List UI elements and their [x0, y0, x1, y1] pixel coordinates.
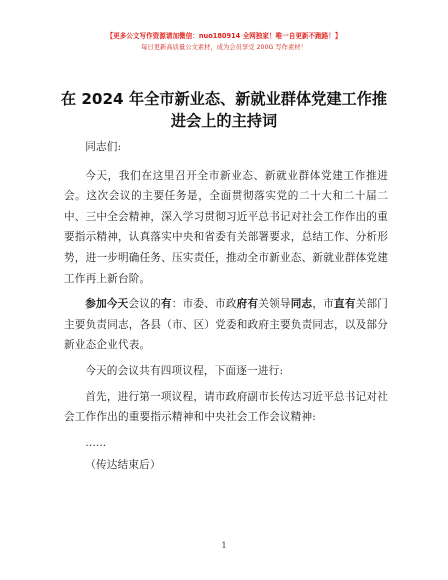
salutation: 同志们: [85, 141, 122, 153]
bold-fragment: 参加 [85, 298, 107, 311]
bold-fragment: 有 [160, 298, 172, 311]
promo-banner-line1: 【更多公文写作资源请加微信：nuo180914 全网独家！唯一自更新不跑路！】 [106, 32, 342, 40]
bold-fragment: 直有 [334, 298, 356, 311]
paragraph-first-item: 首先，进行第一项议程，请市政府副市长传达习近平总书记对社会工作作出的重要指示精神和中央社会工作会议精神: [64, 390, 388, 424]
text-fragment: ：市委、市政 [171, 298, 237, 311]
ellipsis: …… [85, 436, 107, 449]
page-number: 1 [221, 541, 227, 550]
bold-fragment: 同志 [290, 298, 313, 311]
paragraph-agenda: 今天的会议共有四项议程，下面逐一进行: [85, 364, 284, 377]
text-fragment: 会议的 [128, 298, 161, 311]
bold-fragment: 府有 [236, 298, 259, 311]
paragraph-intro: 今天，我们在这里召开全市新业态、新就业群体党建工作推进会。这次会议的主要任务是，全面贯彻落实党的二十大和二十届二中、三中全会精神，深入学习贯彻习近平总书记对社会工作作出的重要指示精神，认真落实中央和省委有关部署要求，总结工作、分析形势，进一步明确任务、压实责任，推动全市新业态、新就业群体党建工作再上新台阶。 [64, 169, 388, 285]
text-fragment: ，市 [312, 298, 335, 311]
paragraph-after-relay: （传达结束后） [85, 459, 161, 472]
promo-banner-line2: 每日更新高质量公文素材，成为会员享受 200G 写作素材！ [141, 44, 307, 51]
document-body [64, 137, 388, 481]
document-title: 在 2024 年全市新业态、新就业群体党建工作推进会上的主持词 [60, 90, 388, 130]
text-fragment: 关领导 [258, 298, 291, 311]
paragraph-attendees [64, 294, 388, 356]
bold-fragment: 今天 [106, 298, 129, 311]
text-fragment: 关部门主要负责同志，各县（市、区）党委和政府主要负责同志，以及部分新业态企业代表。 [64, 298, 389, 352]
